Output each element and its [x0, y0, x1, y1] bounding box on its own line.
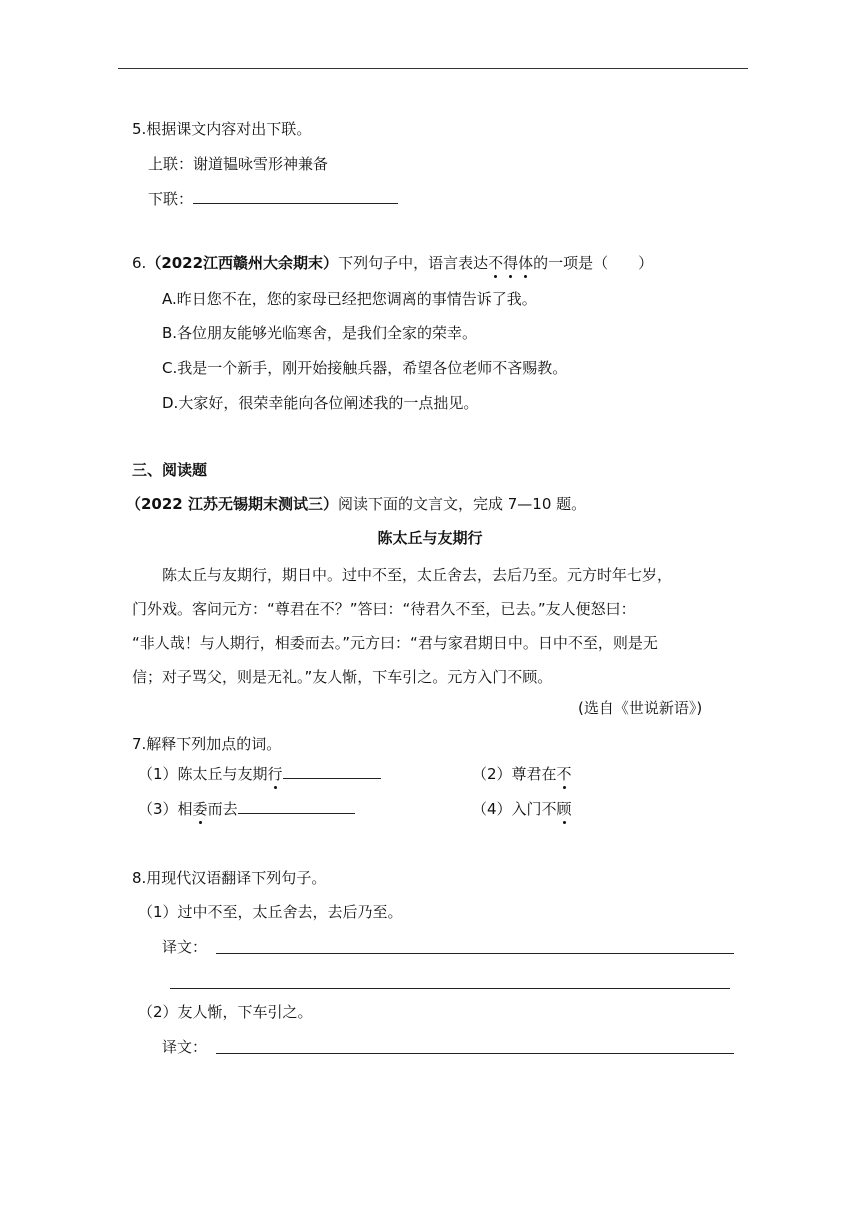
q5-upper-text: 谢道韫咏雪形神兼备 [193, 155, 329, 173]
q8-answer-line-2[interactable] [216, 1053, 734, 1054]
q7-item-text: （1）陈太丘与友期 [138, 765, 268, 783]
q5-lower-label: 下联： [148, 190, 194, 208]
q7-dotted-char: 顾 [556, 800, 572, 818]
q7-dotted-char: 委 [192, 800, 208, 818]
q6-number: 6. [132, 254, 147, 272]
q8-answer-line-1b[interactable] [170, 988, 730, 989]
section3-source: （2022 江苏无锡期末测试三） [126, 495, 338, 513]
section3-heading: 三、阅读题 [132, 461, 208, 479]
q8-translation-label-1: 译文： [162, 938, 208, 956]
q7-item-3 [138, 798, 355, 820]
q7-item-text: （3）相 [138, 800, 193, 818]
q7-stem: 7.解释下列加点的词。 [132, 735, 282, 753]
q8-item-1: （1）过中不至，太丘舍去，去后乃至。 [138, 903, 403, 921]
passage-title: 陈太丘与友期行 [377, 529, 483, 547]
q7-item-1 [138, 763, 381, 785]
passage-line-1: 陈太丘与友期行，期日中。过中不至，太丘舍去，去后乃至。元方时年七岁， [162, 566, 673, 584]
q7-answer-blank-3[interactable] [238, 798, 355, 814]
q8-stem: 8.用现代汉语翻译下列句子。 [132, 869, 327, 887]
q5-upper-couplet [148, 153, 328, 175]
q5-answer-blank[interactable] [193, 188, 398, 204]
passage-line-2: 门外戏。客问元方：“尊君在不？”答曰：“待君久不至，已去。”友人便怒曰： [132, 600, 636, 618]
q6-dotted-char: 得 [503, 254, 519, 272]
q7-answer-blank-1[interactable] [283, 763, 381, 779]
q6-stem-b: 的一项是（ ） [533, 254, 654, 272]
q6-stem [132, 252, 653, 274]
q5-lower-couplet [148, 188, 398, 210]
q6-option-c: C.我是一个新手，刚开始接触兵器，希望各位老师不吝赐教。 [162, 359, 568, 377]
q6-option-a: A.昨日您不在，您的家母已经把您调离的事情告诉了我。 [162, 290, 537, 308]
q7-dotted-char: 不 [556, 765, 572, 783]
q5-stem: 5.根据课文内容对出下联。 [132, 120, 312, 138]
passage-line-4: 信；对子骂父，则是无礼。”友人惭，下车引之。元方入门不顾。 [132, 668, 553, 686]
q7-item-text: （2）尊君在 [472, 765, 557, 783]
q6-source: （2022江西赣州大余期末） [146, 254, 339, 272]
q6-stem-a: 下列句子中，语言表达 [338, 254, 489, 272]
passage-line-3: “非人哉！与人期行，相委而去。”元方曰：“君与家君期日中。日中不至，则是无 [132, 634, 658, 652]
q8-translation-label-2: 译文： [162, 1038, 208, 1056]
q6-dotted-char: 体 [518, 254, 534, 272]
q7-dotted-char: 行 [267, 765, 283, 783]
q7-item-text: 而去 [207, 800, 238, 818]
section3-intro [126, 493, 586, 515]
q8-answer-line-1a[interactable] [216, 953, 734, 954]
header-rule [118, 68, 748, 69]
passage-attribution: (选自《世说新语》) [578, 699, 703, 717]
q6-option-b: B.各位朋友能够光临寒舍，是我们全家的荣幸。 [162, 324, 478, 342]
q6-option-d: D.大家好，很荣幸能向各位阐述我的一点拙见。 [162, 394, 479, 412]
q6-dotted-char: 不 [488, 254, 504, 272]
q7-item-2 [472, 763, 572, 785]
q8-item-2: （2）友人惭，下车引之。 [138, 1003, 313, 1021]
q5-upper-label: 上联： [148, 155, 194, 173]
q7-item-text: （4）入门不 [472, 800, 557, 818]
q7-item-4 [472, 798, 572, 820]
section3-intro-text: 阅读下面的文言文，完成 7—10 题。 [337, 495, 587, 513]
